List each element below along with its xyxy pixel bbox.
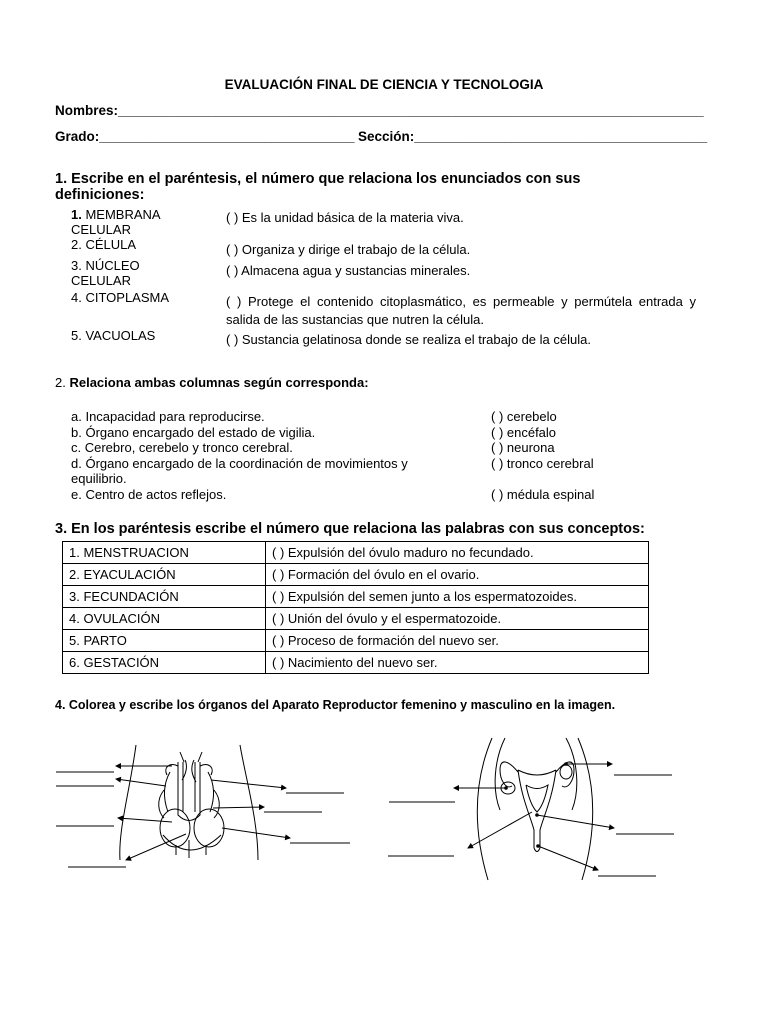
- nombres-field: Nombres:______________________________________________________________________________: [55, 103, 704, 118]
- term-label-cont: CELULAR: [71, 222, 131, 237]
- q2-left-e: e. Centro de actos reflejos.: [71, 487, 227, 502]
- q1-term-2: 2. CÉLULA: [71, 237, 137, 252]
- q2-right-4: ( ) tronco cerebral: [491, 456, 594, 471]
- q2-number: 2.: [55, 375, 70, 390]
- q1-term-4: 4. CITOPLASMA: [71, 290, 170, 305]
- q2-right-2: ( ) encéfalo: [491, 425, 557, 440]
- q2-right-3: ( ) neurona: [491, 440, 555, 455]
- q2-left-a: a. Incapacidad para reproducirse.: [71, 409, 265, 424]
- q2-left-d: d. Órgano encargado de la coordinación de movimientos y equilibrio.: [71, 456, 408, 486]
- term-cell: 1. MENSTRUACION: [63, 542, 266, 564]
- female-reproductive-diagram: [477, 738, 593, 880]
- q2-left-c: c. Cerebro, cerebelo y tronco cerebral.: [71, 440, 293, 455]
- term-cell: 3. FECUNDACIÓN: [63, 586, 266, 608]
- concept-cell: ( ) Nacimiento del nuevo ser.: [266, 652, 649, 674]
- term-cell: 4. OVULACIÓN: [63, 608, 266, 630]
- concept-cell: ( ) Proceso de formación del nuevo ser.: [266, 630, 649, 652]
- q1-def-2: ( ) Organiza y dirige el trabajo de la célula.: [226, 242, 471, 257]
- q1-heading-line2: definiciones:: [55, 187, 145, 203]
- grado-field: Grado:__________________________________: [55, 129, 355, 144]
- seccion-field: Sección:_______________________________________: [358, 129, 708, 144]
- q1-def-3: ( ) Almacena agua y sustancias minerales.: [226, 263, 471, 278]
- q1-def-4: ( ) Protege el contenido citoplasmático, es permeable y permútela entrada y salida de las sustancias que nutren la célula.: [226, 294, 696, 327]
- q1-def-1: ( ) Es la unidad básica de la materia viva.: [226, 210, 464, 225]
- term-cell: 2. EYACULACIÓN: [63, 564, 266, 586]
- concept-cell: ( ) Expulsión del semen junto a los espermatozoides.: [266, 586, 649, 608]
- q2-heading-text: Relaciona ambas columnas según corresponda:: [69, 375, 369, 390]
- term-label: 3. NÚCLEO: [71, 258, 140, 273]
- term-cell: 6. GESTACIÓN: [63, 652, 266, 674]
- q3-heading: 3. En los paréntesis escribe el número que relaciona las palabras con sus conceptos:: [55, 521, 645, 537]
- q1-heading-line1: 1. Escribe en el paréntesis, el número que relaciona los enunciados con sus: [55, 171, 581, 187]
- male-pointer-lines: [56, 766, 350, 867]
- q1-term-5: 5. VACUOLAS: [71, 328, 156, 343]
- concept-cell: ( ) Expulsión del óvulo maduro no fecundado.: [266, 542, 649, 564]
- term-number: 1.: [71, 207, 82, 222]
- q2-right-5: ( ) médula espinal: [491, 487, 595, 502]
- q2-left-b: b. Órgano encargado del estado de vigilia.: [71, 425, 316, 440]
- male-reproductive-diagram: [120, 745, 258, 860]
- q2-right-1: ( ) cerebelo: [491, 409, 557, 424]
- page-title: EVALUACIÓN FINAL DE CIENCIA Y TECNOLOGIA: [224, 77, 544, 92]
- concept-cell: ( ) Unión del óvulo y el espermatozoide.: [266, 608, 649, 630]
- term-label: MEMBRANA: [81, 207, 161, 222]
- term-label-cont: CELULAR: [71, 273, 131, 288]
- q4-heading: 4. Colorea y escribe los órganos del Aparato Reproductor femenino y masculino en la imagen.: [55, 698, 616, 712]
- concept-cell: ( ) Formación del óvulo en el ovario.: [266, 564, 649, 586]
- term-cell: 5. PARTO: [63, 630, 266, 652]
- q1-def-5: ( ) Sustancia gelatinosa donde se realiza el trabajo de la célula.: [226, 332, 591, 347]
